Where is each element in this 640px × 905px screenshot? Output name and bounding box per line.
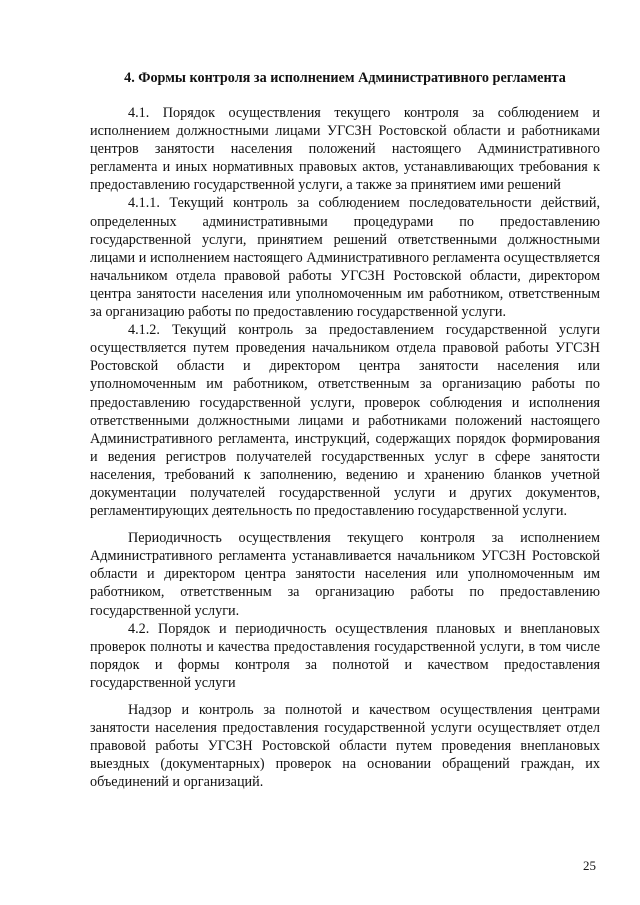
paragraph-periodicity: Периодичность осуществления текущего контроля за исполнением Административного регламента устанавливается начальником УГСЗН Ростовской области и директором центра занятости населения или уполномоченным им работником, ответственным за организацию работы по предоставлению государственной услуги. bbox=[90, 530, 600, 619]
paragraph-supervision: Надзор и контроль за полнотой и качеством осуществления центрами занятости населения предоставления государственной услуги осуществляет отдел правовой работы УГСЗН Ростовской области путем проведения внеплановых выездных (документарных) проверок на основании обращений граждан, их объединений и организаций. bbox=[90, 702, 600, 791]
paragraph-4-1-2: 4.1.2. Текущий контроль за предоставлением государственной услуги осуществляется путем проведения начальником отдела правовой работы УГСЗН Ростовской области и директором центра занятости населения или уполномоченным им работником, ответственным за организацию работы по предоставлению государственной услуги, проверок соблюдения и исполнения ответственными должностными лицами и работниками положений настоящего Административного регламента, инструкций, содержащих порядок формирования и ведения регистров получателей государственных услуг в сфере занятости населения, требований к заполнению, ведению и хранению бланков учетной документации получателей государственной услуги и других документов, регламентирующих деятельность по предоставлению государственной услуги. bbox=[90, 322, 600, 520]
section-heading: 4. Формы контроля за исполнением Административного регламента bbox=[124, 70, 566, 86]
body-text bbox=[90, 104, 600, 791]
paragraph-4-1-1: 4.1.1. Текущий контроль за соблюдением последовательности действий, определенных административными процедурами по предоставлению государственной услуги, принятием решений ответственными должностными лицами и исполнением настоящего Административного регламента осуществляется начальником отдела правовой работы УГСЗН Ростовской области, директором центра занятости населения или уполномоченным им работником, ответственным за организацию работы по предоставлению государственной услуги. bbox=[90, 195, 600, 321]
paragraph-4-2: 4.2. Порядок и периодичность осуществления плановых и внеплановых проверок полноты и качества предоставления государственной услуги, в том числе порядок и формы контроля за полнотой и качеством предоставления государственной услуги bbox=[90, 620, 600, 691]
page-number: 25 bbox=[583, 858, 596, 873]
paragraph-4-1: 4.1. Порядок осуществления текущего контроля за соблюдением и исполнением должностными лицами УГСЗН Ростовской области и работниками центров занятости населения положений настоящего Административного регламента и иных нормативных правовых актов, устанавливающих требования к предоставлению государственной услуги, а также за принятием ими решений bbox=[90, 105, 600, 194]
